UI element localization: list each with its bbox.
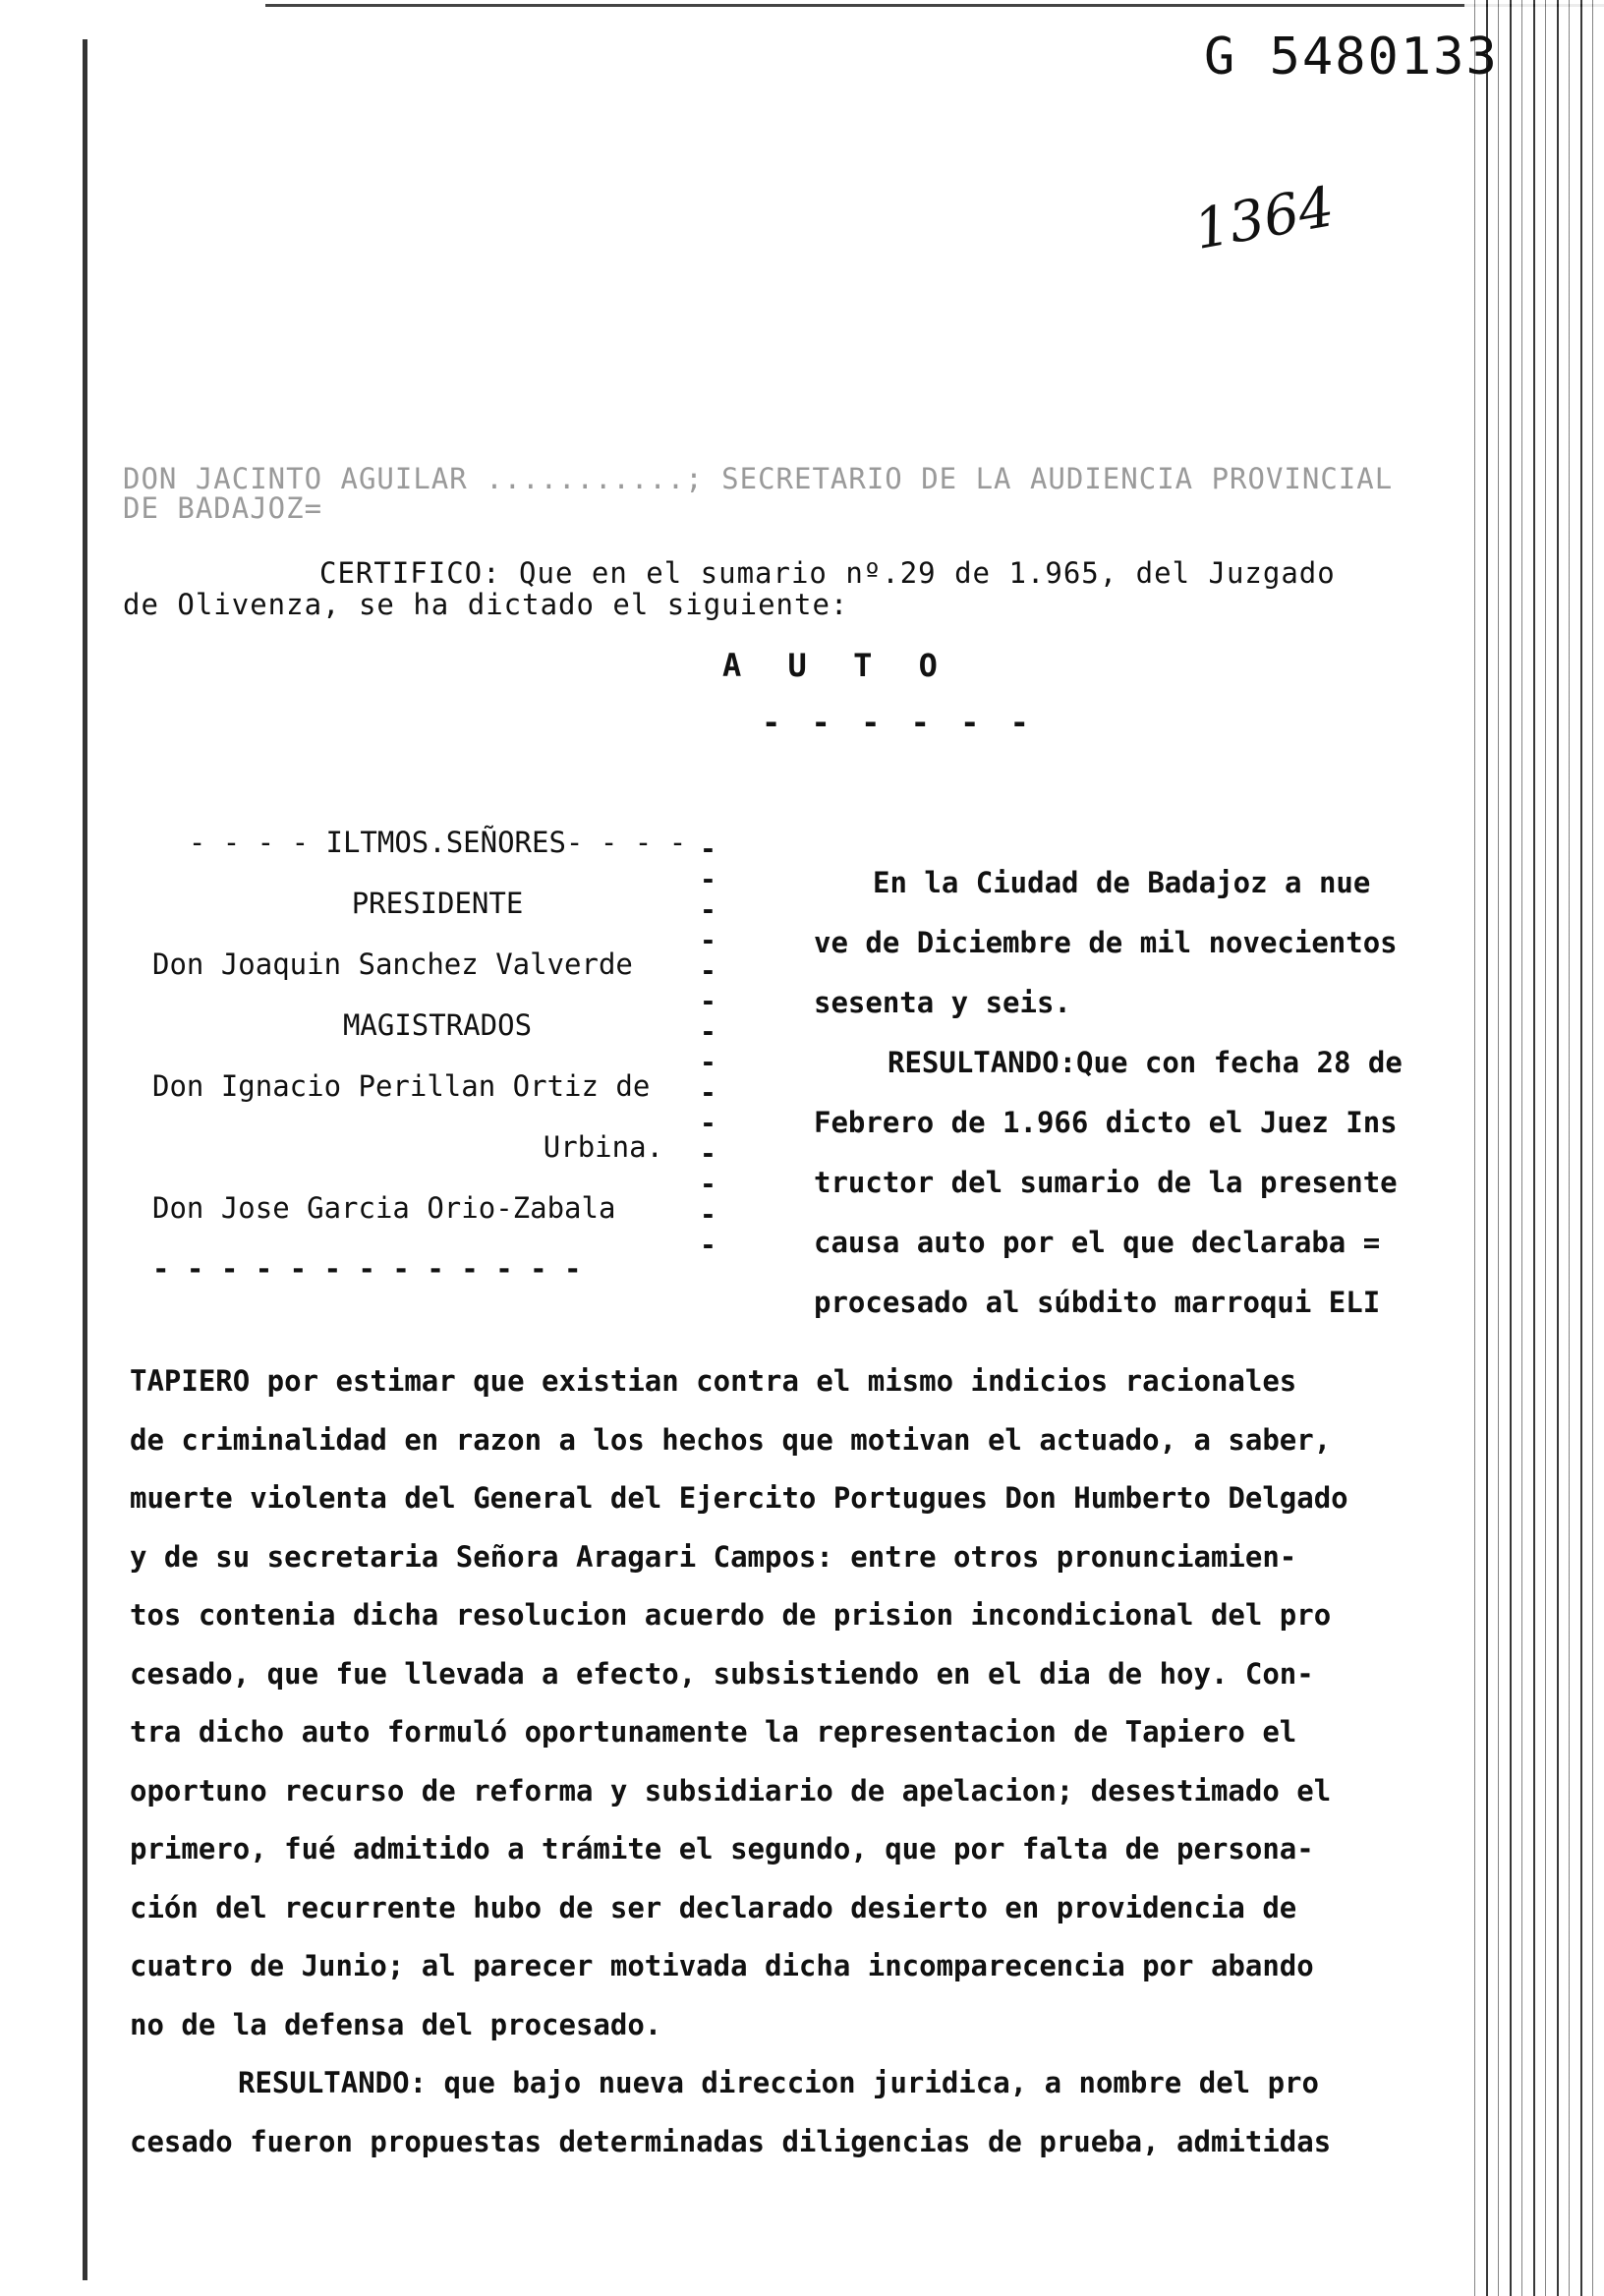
role-president: PRESIDENTE (351, 887, 524, 920)
document-title: A U T O (722, 647, 951, 684)
body-line: cesado fueron propuestas determinadas diligencias de prueba, admitidas (130, 2124, 1332, 2158)
opening-line: RESULTANDO:Que con fecha 28 de (888, 1046, 1403, 1079)
title-underline: - - - - - - (762, 704, 1035, 741)
header-line-4: de Olivenza, se ha dictado el siguiente: (123, 588, 849, 621)
magistrate-2: Don Jose Garcia Orio-Zabala (152, 1191, 616, 1225)
opening-line: causa auto por el que declaraba = (814, 1226, 1381, 1259)
president-name: Don Joaquin Sanchez Valverde (152, 947, 633, 981)
body-line: cesado, que fue llevada a efecto, subsistiendo en el dia de hoy. Con- (130, 1656, 1314, 1691)
scan-right-edge (1464, 0, 1604, 2296)
opening-line: Febrero de 1.966 dicto el Juez Ins (814, 1106, 1398, 1139)
body-line: primero, fué admitido a trámite el segundo, que por falta de persona- (130, 1832, 1314, 1866)
role-magistrates: MAGISTRADOS (342, 1008, 533, 1042)
body-line: oportuno recurso de reforma y subsidiario de apelacion; desestimado el (130, 1773, 1332, 1808)
handwritten-note: 1364 (1189, 175, 1340, 262)
body-line: muerte violenta del General del Ejercito Portugues Don Humberto Delgado (130, 1481, 1348, 1515)
magistrates-bottom-rule: - - - - - - - - - - - - - (152, 1252, 582, 1286)
body-line: no de la defensa del procesado. (130, 2007, 662, 2041)
magistrate-1-line-b: Urbina. (543, 1130, 663, 1164)
body-line: tos contenia dicha resolucion acuerdo de prision incondicional del pro (130, 1598, 1332, 1632)
header-line-3: CERTIFICO: Que en el sumario nº.29 de 1.965, del Juzgado (319, 556, 1336, 590)
opening-line: sesenta y seis. (814, 986, 1071, 1019)
body-line: cuatro de Junio; al parecer motivada dicha incomparecencia por abando (130, 1949, 1314, 1982)
header-line-1: DON JACINTO AGUILAR ...........; SECRETARIO DE LA AUDIENCIA PROVINCIAL (123, 462, 1394, 495)
serial-number: G 5480133 (1204, 28, 1499, 86)
header-line-2: DE BADAJOZ= (123, 491, 323, 525)
magistrate-1-line-a: Don Ignacio Perillan Ortiz de (152, 1069, 651, 1103)
body-line: TAPIERO por estimar que existian contra el mismo indicios racionales (130, 1364, 1297, 1398)
column-divider: - - - - - - - - - - - - - - (700, 832, 716, 1261)
scan-top-border (265, 4, 1604, 7)
body-line: ción del recurrente hubo de ser declarado desierto en providencia de (130, 1890, 1297, 1924)
magistrates-heading: - - - - ILTMOS.SEÑORES- - - - (188, 826, 687, 859)
opening-line: ve de Diciembre de mil novecientos (814, 926, 1398, 959)
body-line: de criminalidad en razon a los hechos que motivan el actuado, a saber, (130, 1422, 1332, 1457)
scan-left-border (83, 39, 87, 2280)
body-line: tra dicho auto formuló oportunamente la representacion de Tapiero el (130, 1715, 1297, 1749)
opening-line: tructor del sumario de la presente (814, 1166, 1398, 1199)
body-paragraphs (130, 1352, 1447, 2171)
body-line: RESULTANDO: que bajo nueva direccion juridica, a nombre del pro (238, 2066, 1319, 2099)
opening-paragraph (814, 853, 1453, 1333)
opening-line: En la Ciudad de Badajoz a nue (873, 866, 1371, 899)
opening-line: procesado al súbdito marroqui ELI (814, 1286, 1381, 1319)
magistrates-block (152, 826, 732, 1307)
body-line: y de su secretaria Señora Aragari Campos: entre otros pronunciamien- (130, 1539, 1297, 1574)
